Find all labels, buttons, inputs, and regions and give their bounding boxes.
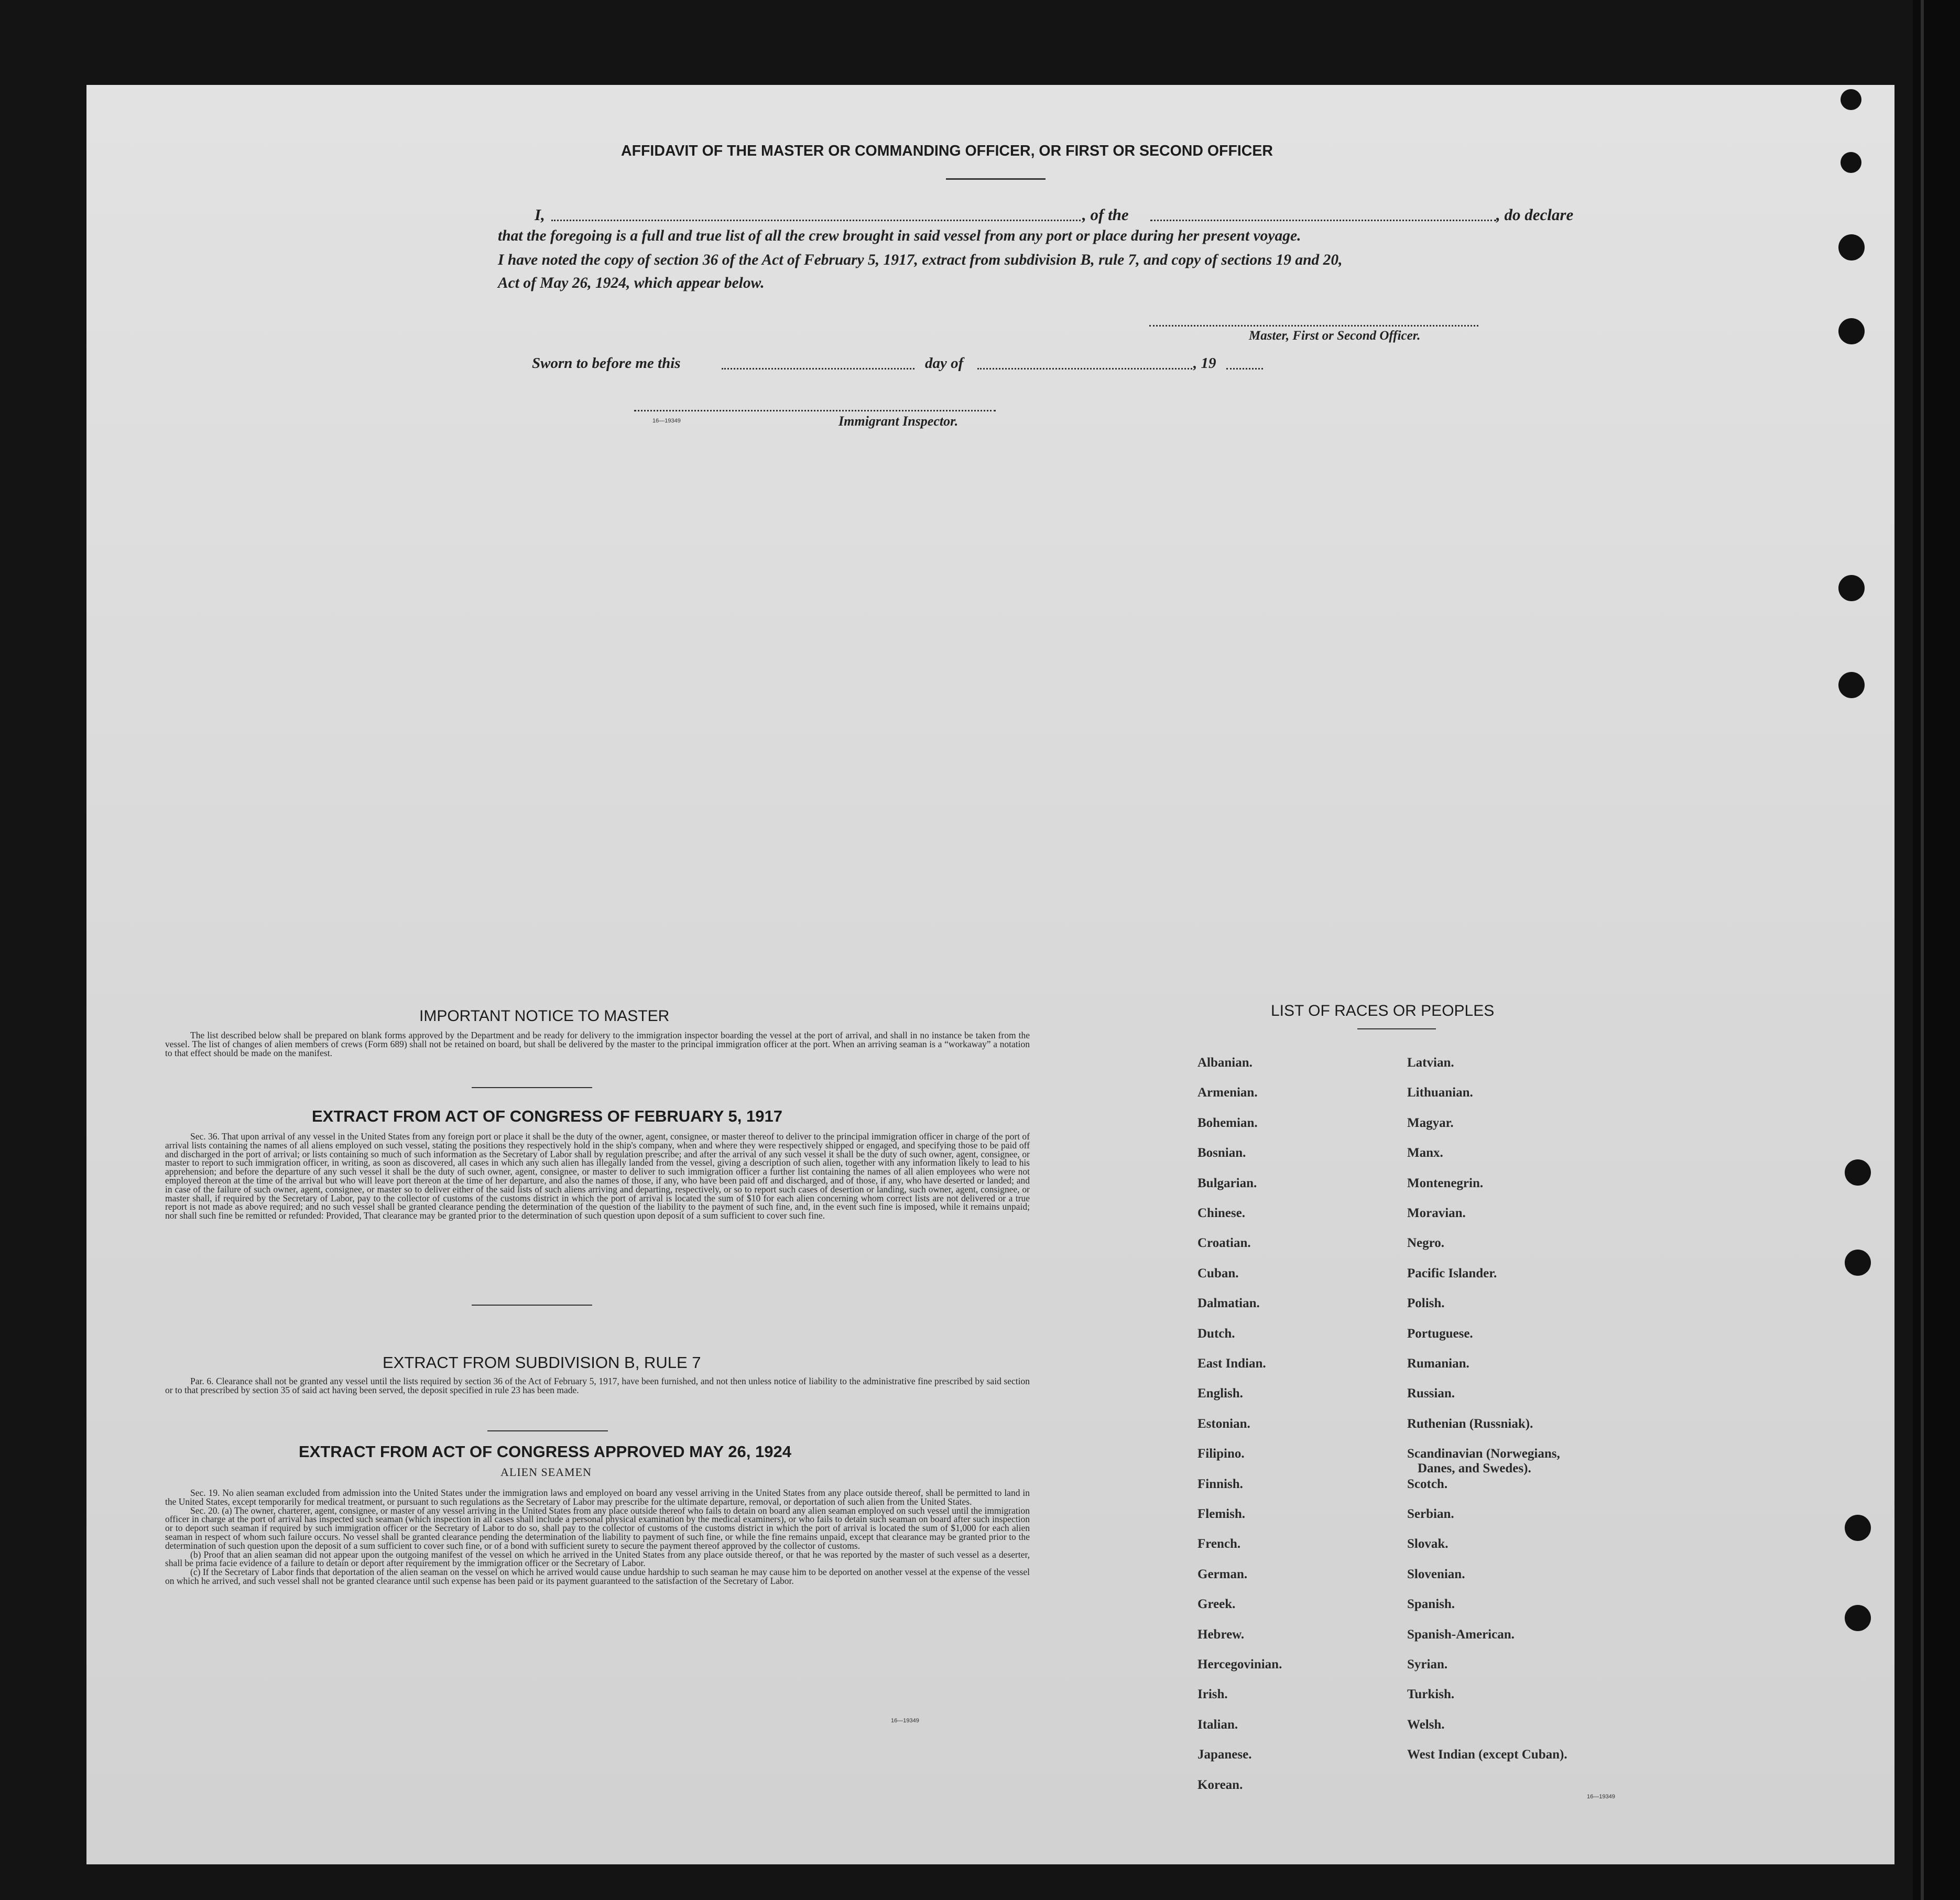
race-item: Ruthenian (Russniak).	[1407, 1416, 1533, 1431]
punch-hole	[1838, 672, 1865, 698]
scanner-frame-right	[1913, 0, 1960, 1900]
master-signature-label: Master, First or Second Officer.	[1249, 329, 1421, 343]
race-item: Scotch.	[1407, 1476, 1448, 1491]
race-item: Bohemian.	[1197, 1115, 1258, 1130]
punch-hole	[1845, 1515, 1871, 1541]
affidavit-line-3: I have noted the copy of section 36 of the Act of February 5, 1917, extract from subdivision B, rule 7, and copy of sections 19 and 20,	[498, 252, 1343, 268]
race-item: Pacific Islander.	[1407, 1266, 1497, 1280]
extract-1917-title: EXTRACT FROM ACT OF CONGRESS OF FEBRUARY 5, 1917	[312, 1107, 782, 1125]
sworn-day-field[interactable]	[722, 368, 914, 370]
race-item: Rumanian.	[1407, 1356, 1469, 1371]
race-item: Syrian.	[1407, 1657, 1448, 1671]
race-item: German.	[1197, 1567, 1248, 1581]
title-underline	[946, 178, 1046, 180]
race-item: Negro.	[1407, 1236, 1445, 1251]
sec-19-paragraph: Sec. 19. No alien seaman excluded from admission into the United States under the immigration laws and employed on board any vessel arriving in the United States from any place outside thereof, shall be permitted to land in the United States, except temporarily for medical treatment, or pursuant to such regulations as the Secretary of Labor may prescribe for the ultimate departure, removal, or deportation of such alien from the United States.	[165, 1488, 1030, 1507]
race-item: Spanish.	[1407, 1597, 1455, 1612]
punch-hole	[1841, 89, 1861, 110]
affidavit-line-2: that the foregoing is a full and true list of all the crew brought in said vessel from any port or place during her present voyage.	[498, 227, 1301, 244]
affidavit-i: I,	[535, 205, 545, 224]
race-item: Turkish.	[1407, 1687, 1455, 1702]
form-number: 16—19349	[1587, 1794, 1615, 1800]
race-item: Italian.	[1197, 1717, 1238, 1732]
race-item: Moravian.	[1407, 1206, 1466, 1220]
race-item: French.	[1197, 1537, 1241, 1551]
race-item: Flemish.	[1197, 1507, 1245, 1521]
extract-1924-title: EXTRACT FROM ACT OF CONGRESS APPROVED MAY 26, 1924	[299, 1442, 791, 1461]
sec-20a-paragraph: Sec. 20. (a) The owner, charterer, agent, consignee, or master of any vessel arriving in the United States from any place outside thereof who fails to detain on board any alien seaman employed on such vessel until the immigration officer in charge at the port of arrival has inspected such seaman (which inspection in all cases shall include a personal physical examination by the medical examiners), or who fails to detain such seaman on board after such inspection or to deport such seaman if required by such immigration officer or the Secretary of Labor to do so, shall pay to the collector of customs of the customs district in which the port of arrival is located the sum of $1,000 for each alien seaman in respect of whom such failure occurs. No vessel shall be granted clearance pending the determination of the liability to payment of such fine, or while the fine remains unpaid, except that clearance may be granted prior to the determination of such question upon the deposit of a sum sufficient to cover such fine, or of a bond with sufficient surety to secure the payment thereof approved by the collector of customs.	[165, 1505, 1030, 1551]
scanner-frame-line	[1921, 0, 1924, 1900]
inspector-label: Immigrant Inspector.	[839, 414, 959, 429]
rule7-paragraph: Par. 6. Clearance shall not be granted any vessel until the lists required by section 36 of the Act of February 5, 1917, have been furnished, and not then unless notice of liability to the administrative fine prescribed by said section or to that prescribed by section 35 of said act having been served, the deposit specified in rule 23 has been made.	[165, 1376, 1030, 1395]
sec-20b-paragraph: (b) Proof that an alien seaman did not appear upon the outgoing manifest of the vessel on which he arrived in the United States from any place outside thereof, or that he was reported by the master of such vessel as a deserter, shall be prima facie evidence of a failure to detain or deport after requirement by the immigration officer or the Secretary of Labor.	[165, 1549, 1030, 1569]
punch-hole	[1838, 575, 1865, 601]
race-item: Korean.	[1197, 1777, 1243, 1792]
race-item: West Indian (except Cuban).	[1407, 1747, 1567, 1762]
race-item: Spanish-American.	[1407, 1627, 1515, 1642]
punch-hole	[1845, 1159, 1871, 1186]
alien-seamen-subtitle: ALIEN SEAMEN	[500, 1465, 592, 1479]
race-item: Dutch.	[1197, 1326, 1235, 1341]
sec-36-paragraph: Sec. 36. That upon arrival of any vessel in the United States from any foreign port or place it shall be the duty of the owner, agent, consignee, or master thereof to deliver to the principal immigration officer in charge of the port of arrival lists containing the names of all aliens employed on such vessel, stating the positions they respectively hold in the ship's company, when and where they were respectively shipped or engaged, and specifying those to be paid off and discharged in the port of arrival; or lists containing so much of such information as the Secretary of Labor shall by regulation prescribe; and after the arrival of any such vessel it shall be the duty of such owner, agent, consignee, or master to report to such immigration officer, in writing, as soon as discovered, all cases in which any such alien has illegally landed from the vessel, giving a description of such alien, together with any information likely to lead to his apprehension; and before the departure of any such vessel it shall be the duty of such owner, agent, consignee, or master to deliver to such immigration officer a further list containing the names of all alien employees who were not employed thereon at the time of the arrival but who will leave port thereon at the time of her departure, and also the names of those, if any, who have been paid off and discharged, and of those, if any, who have deserted or landed; and in case of the failure of such owner, agent, consignee, or master so to deliver either of the said lists of such aliens arriving and departing, respectively, or so to report such cases of desertion or landing, such owner, agent, consignee, or master shall, if required by the Secretary of Labor, pay to the collector of customs of the customs district in which the port of arrival is located the sum of $10 for each alien concerning whom correct lists are not delivered or a true report is not made as above required; and no such vessel shall be granted clearance pending the determination of the question of the liability to the payment of such fine, and, in the event such fine is imposed, while it remains unpaid; nor shall such fine be remitted or refunded: Provided, That clearance may be granted prior to the determination of such question upon deposit of a sum sufficient to cover such fine.	[165, 1131, 1030, 1221]
form-number: 16—19349	[891, 1718, 919, 1724]
punch-hole	[1845, 1250, 1871, 1276]
race-item: Hercegovinian.	[1197, 1657, 1282, 1671]
punch-hole	[1841, 152, 1861, 173]
race-item: Danes, and Swedes).	[1418, 1461, 1531, 1476]
race-item: Croatian.	[1197, 1236, 1251, 1251]
punch-hole	[1845, 1605, 1871, 1631]
race-item: Montenegrin.	[1407, 1176, 1484, 1190]
form-number: 16—19349	[652, 418, 681, 424]
race-item: Scandinavian (Norwegians,	[1407, 1447, 1560, 1461]
affidavit-title: AFFIDAVIT OF THE MASTER OR COMMANDING OFFICER, OR FIRST OR SECOND OFFICER	[621, 143, 1273, 159]
sworn-year-field[interactable]	[1226, 368, 1263, 370]
race-item: Slovenian.	[1407, 1567, 1465, 1581]
notice-text	[165, 1031, 1030, 1057]
race-item: Estonian.	[1197, 1416, 1250, 1431]
extract-1917-text	[165, 1132, 1030, 1220]
punch-hole	[1838, 234, 1865, 260]
notice-title: IMPORTANT NOTICE TO MASTER	[419, 1007, 670, 1025]
race-item: Hebrew.	[1197, 1627, 1245, 1642]
race-item: Greek.	[1197, 1597, 1236, 1612]
race-item: Finnish.	[1197, 1476, 1243, 1491]
race-item: Filipino.	[1197, 1447, 1245, 1461]
race-item: Portuguese.	[1407, 1326, 1473, 1341]
section-divider	[487, 1430, 608, 1431]
extract-rule7-title: EXTRACT FROM SUBDIVISION B, RULE 7	[383, 1353, 701, 1372]
vessel-name-field[interactable]	[1150, 220, 1496, 221]
race-item: Japanese.	[1197, 1747, 1252, 1762]
race-item: Russian.	[1407, 1386, 1455, 1401]
affidavit-of-the: , of the	[1082, 205, 1129, 224]
races-title: LIST OF RACES OR PEOPLES	[1271, 1002, 1495, 1019]
sworn-day-of: day of	[925, 355, 964, 372]
extract-rule7-text	[165, 1377, 1030, 1395]
race-item: Lithuanian.	[1407, 1085, 1473, 1100]
affidavit-declare: , do declare	[1496, 205, 1574, 224]
races-title-underline	[1357, 1028, 1436, 1029]
race-item: Armenian.	[1197, 1085, 1258, 1100]
notice-paragraph: The list described below shall be prepared on blank forms approved by the Department and be ready for delivery to the immigration inspector boarding the vessel at the port of arrival, and shall in no instance be taken from the vessel. The list of changes of alien members of crews (Form 689) shall not be retained on board, but shall be delivered by the master to the principal immigration officer at the port. When an arriving seaman is a “workaway” a notation to that effect should be made on the manifest.	[165, 1030, 1030, 1058]
race-item: Slovak.	[1407, 1537, 1449, 1551]
declarant-name-field[interactable]	[551, 220, 1081, 221]
race-item: English.	[1197, 1386, 1243, 1401]
race-item: Dalmatian.	[1197, 1296, 1260, 1311]
race-item: Welsh.	[1407, 1717, 1445, 1732]
sworn-year: , 19	[1193, 355, 1216, 372]
race-item: Serbian.	[1407, 1507, 1454, 1521]
race-item: Magyar.	[1407, 1115, 1454, 1130]
sworn-prefix: Sworn to before me this	[532, 355, 681, 372]
race-item: Irish.	[1197, 1687, 1228, 1702]
sec-20c-paragraph: (c) If the Secretary of Labor finds that deportation of the alien seaman on the vessel on which he arrived would cause undue hardship to such seaman he may cause him to be deported on another vessel at the expense of the vessel on which he arrived, and such vessel shall not be granted clearance until such expense has been paid or its payment guaranteed to the satisfaction of the Secretary of Labor.	[165, 1567, 1030, 1586]
race-item: Bulgarian.	[1197, 1176, 1257, 1190]
section-divider	[472, 1305, 592, 1306]
race-item: Cuban.	[1197, 1266, 1239, 1280]
race-item: Latvian.	[1407, 1056, 1454, 1070]
race-item: Polish.	[1407, 1296, 1445, 1311]
master-signature-line[interactable]	[1149, 325, 1478, 327]
affidavit-line-4: Act of May 26, 1924, which appear below.	[498, 275, 765, 291]
section-divider	[472, 1087, 592, 1088]
race-item: Albanian.	[1197, 1056, 1253, 1070]
inspector-signature-line[interactable]	[634, 410, 996, 411]
sworn-month-field[interactable]	[977, 368, 1192, 370]
race-item: Bosnian.	[1197, 1146, 1246, 1160]
race-item: Chinese.	[1197, 1206, 1245, 1220]
race-item: Manx.	[1407, 1146, 1443, 1160]
race-item: East Indian.	[1197, 1356, 1266, 1371]
extract-1924-text	[165, 1489, 1030, 1586]
document-page	[86, 85, 1894, 1864]
punch-hole	[1838, 318, 1865, 344]
